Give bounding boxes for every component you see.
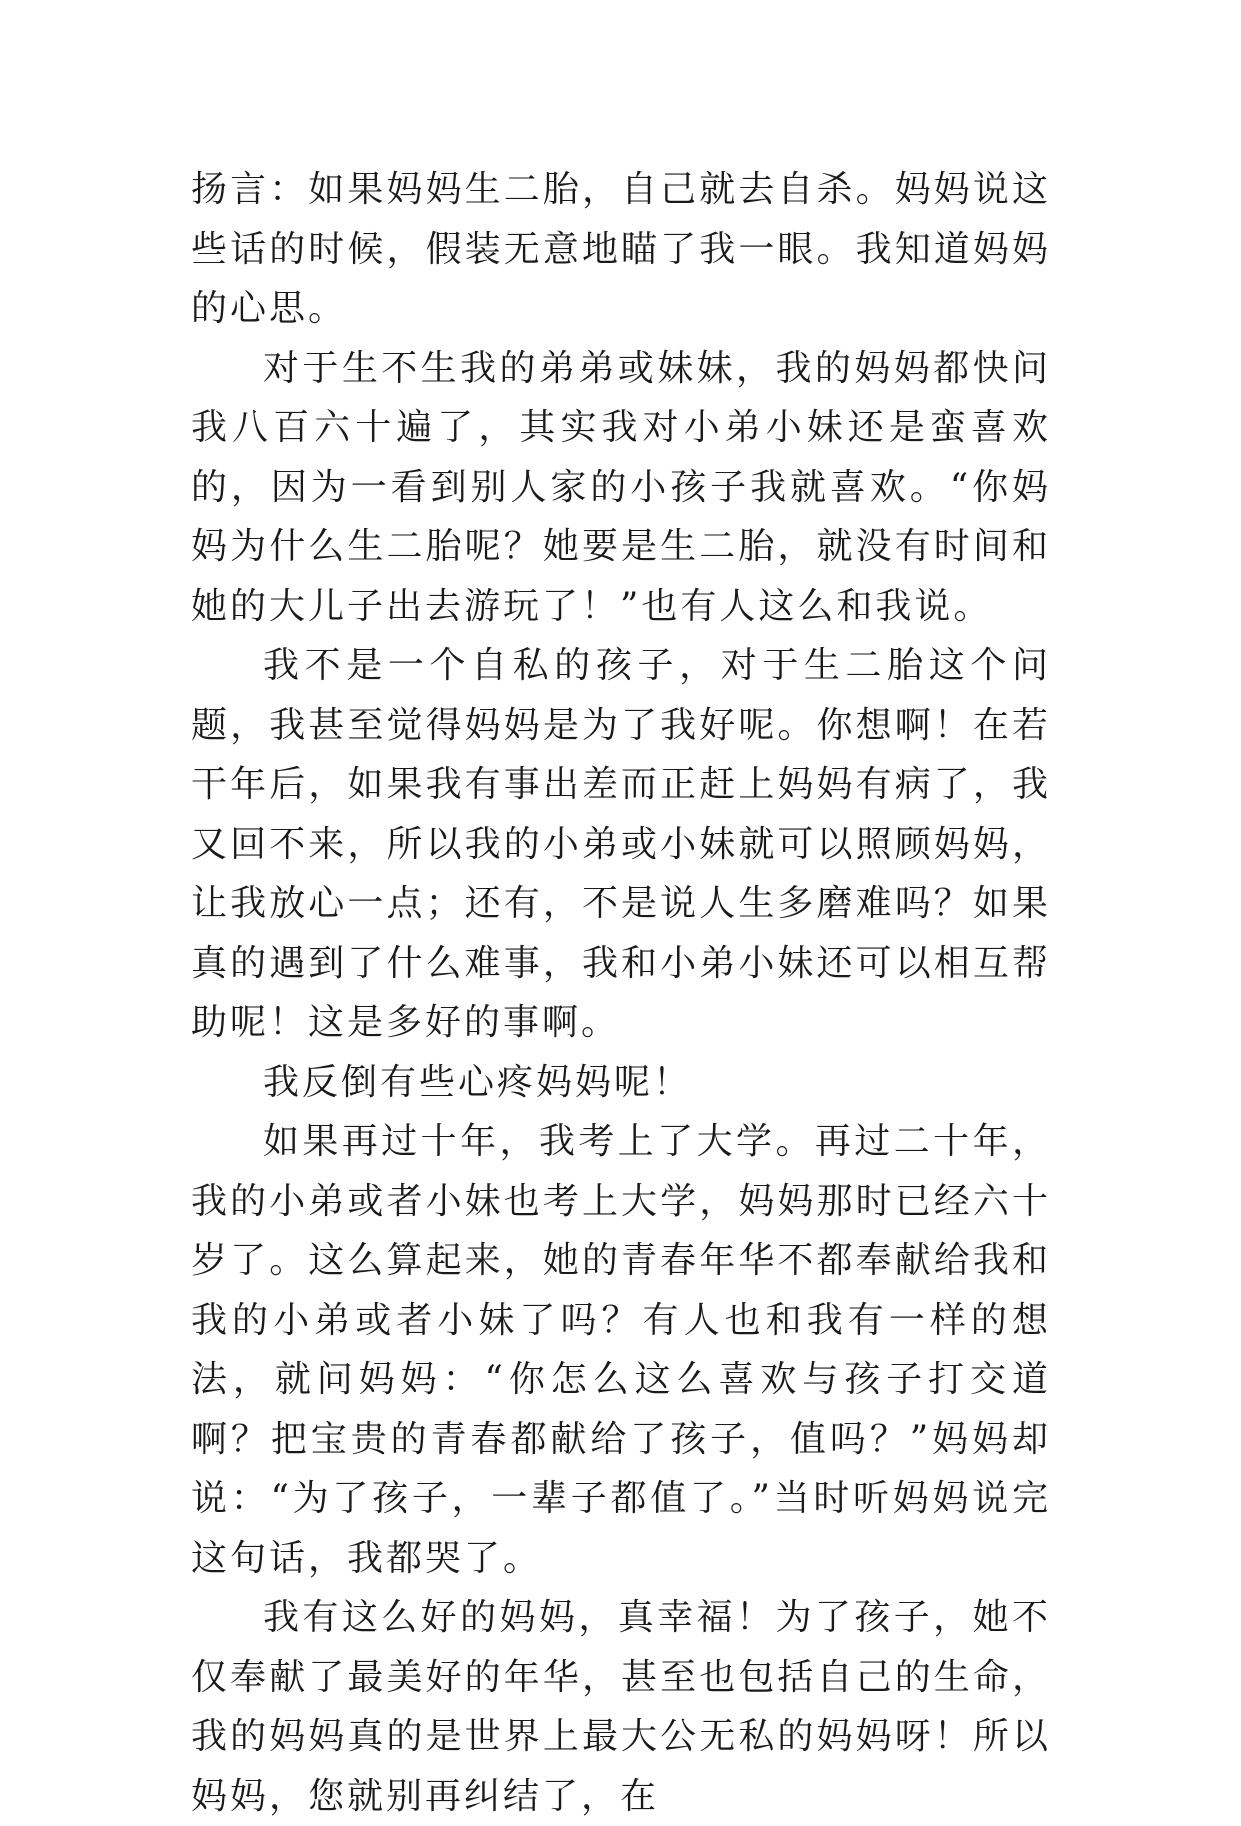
paragraph: 我不是一个自私的孩子，对于生二胎这个问题，我甚至觉得妈妈是为了我好呢。你想啊！在若干年后，如果我有事出差而正赶上妈妈有病了，我又回不来，所以我的小弟或小妹就可以照顾妈妈，让我放心一点；还有，不是说人生多磨难吗？如果真的遇到了什么难事，我和小弟小妹还可以相互帮助呢！这是多好的事啊。 bbox=[191, 645, 1051, 1043]
paragraph-continued: 扬言：如果妈妈生二胎，自己就去自杀。妈妈说这些话的时候，假装无意地瞄了我一眼。我知道妈妈的心思。 bbox=[191, 169, 1051, 329]
document-body bbox=[191, 160, 1051, 1826]
paragraph: 对于生不生我的弟弟或妹妹，我的妈妈都快问我八百六十遍了，其实我对小弟小妹还是蛮喜欢的，因为一看到别人家的小孩子我就喜欢。“你妈妈为什么生二胎呢？她要是生二胎，就没有时间和她的大儿子出去游玩了！”也有人这么和我说。 bbox=[191, 347, 1051, 627]
paragraph: 如果再过十年，我考上了大学。再过二十年，我的小弟或者小妹也考上大学，妈妈那时已经六十岁了。这么算起来，她的青春年华不都奉献给我和我的小弟或者小妹了吗？有人也和我有一样的想法，就问妈妈：“你怎么这么喜欢与孩子打交道啊？把宝贵的青春都献给了孩子，值吗？”妈妈却说：“为了孩子，一辈子都值了。”当时听妈妈说完这句话，我都哭了。 bbox=[191, 1121, 1051, 1579]
paragraph: 我反倒有些心疼妈妈呢！ bbox=[263, 1061, 693, 1103]
paragraph: 我有这么好的妈妈，真幸福！为了孩子，她不仅奉献了最美好的年华，甚至也包括自己的生命，我的妈妈真的是世界上最大公无私的妈妈呀！所以妈妈，您就别再纠结了，在 bbox=[191, 1597, 1051, 1817]
